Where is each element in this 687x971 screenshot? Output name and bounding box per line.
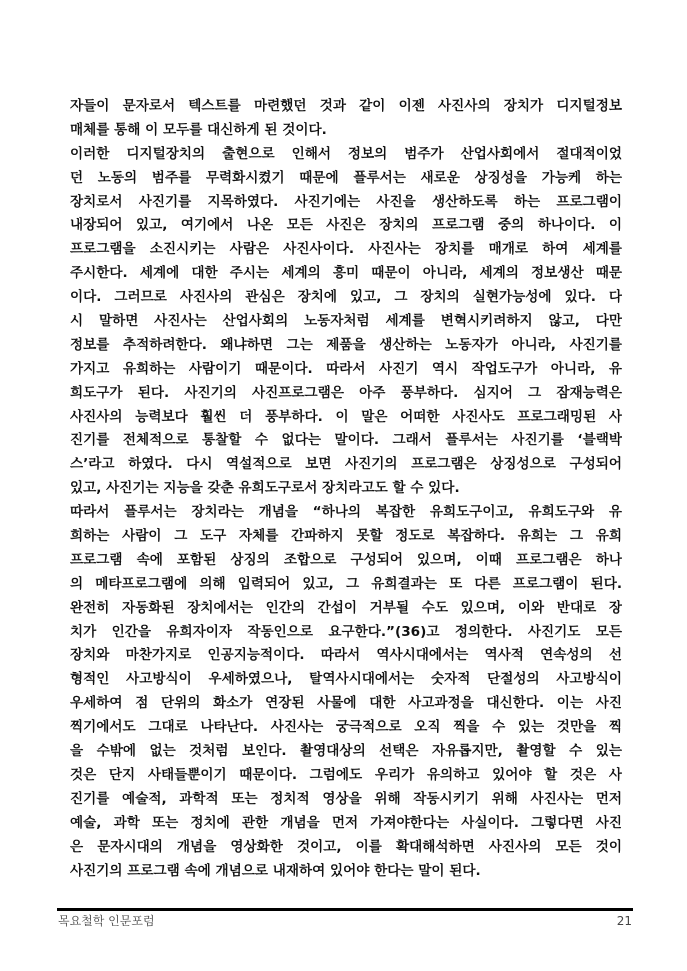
text-line: 진기를 예술적, 과학적 또는 정치적 영상을 위해 작동시키기 위해 사진사는 먼저 <box>70 790 622 807</box>
text-line: 찍기에서도 그대로 나타난다. 사진사는 궁극적으로 오직 찍을 수 있는 것만을 찍 <box>70 719 622 736</box>
text-line: 주시한다. 세계에 대한 주시는 세계의 흥미 때문이 아니라, 세계의 정보생산 때문 <box>70 265 622 282</box>
footer-title: 목요철학 인문포럼 <box>58 914 155 928</box>
footer-rule <box>57 908 633 911</box>
text-line: 프로그램 속에 포함된 상징의 조합으로 구성되어 있으며, 이때 프로그램은 하나 <box>70 551 622 568</box>
text-line: 희도구가 된다. 사진기의 사진프로그램은 아주 풍부하다. 심지어 그 잠재능력은 <box>70 384 622 401</box>
text-line: 진기를 전체적으로 통찰할 수 없다는 말이다. 그래서 플루서는 사진기를 ‘블랙박 <box>70 432 622 449</box>
text-line: 자들이 문자로서 텍스트를 마련했던 것과 같이 이젠 사진사의 장치가 디지털정보 <box>70 98 622 114</box>
text-line: 은 문자시대의 개념을 영상화한 것이고, 이를 확대해석하면 사진사의 모든 것이 <box>70 838 622 855</box>
text-line: 예술, 과학 또는 정치에 관한 개념을 먼저 가져야한다는 사실이다. 그렇다면 사진 <box>70 814 622 831</box>
text-line: 스’라고 하였다. 다시 역설적으로 보면 사진기의 프로그램은 상징성으로 구성되어 <box>70 456 622 473</box>
body-text <box>70 95 622 883</box>
page-number: 21 <box>616 914 632 928</box>
text-line: 내장되어 있고, 여기에서 나온 모든 사진은 장치의 프로그램 중의 하나이다. 이 <box>70 217 622 234</box>
text-line: 이다. 그러므로 사진사의 관심은 장치에 있고, 그 장치의 실현가능성에 있다. 다 <box>70 289 622 306</box>
text-line: 것은 단지 사태들뿐이기 때문이다. 그럼에도 우리가 유의하고 있어야 할 것은 사 <box>70 766 622 783</box>
text-line: 치가 인간을 유희자이자 작동인으로 요구한다.”(36)고 정의한다. 사진기도 모든 <box>70 623 622 640</box>
text-line: 형적인 사고방식이 우세하였으나, 탈역사시대에서는 숫자적 단절성의 사고방식이 <box>70 671 622 688</box>
text-line: 시 말하면 사진사는 산업사회의 노동자처럼 세계를 변혁시키려하지 않고, 다만 <box>70 313 622 330</box>
text-line: 이러한 디지털장치의 출현으로 인해서 정보의 범주가 산업사회에서 절대적이었 <box>70 145 622 162</box>
text-line: 매체를 통해 이 모두를 대신하게 된 것이다. <box>70 121 327 138</box>
text-line: 을 수밖에 없는 것처럼 보인다. 촬영대상의 선택은 자유롭지만, 촬영할 수 있는 <box>70 743 622 760</box>
text-line: 의 메타프로그램에 의해 입력되어 있고, 그 유희결과는 또 다른 프로그램이 된다. <box>70 575 622 592</box>
text-line: 던 노동의 범주를 무력화시켰기 때문에 플루서는 새로운 상징성을 가능케 하는 <box>70 169 622 186</box>
text-line: 장치로서 사진기를 지목하였다. 사진기에는 사진을 생산하도록 하는 프로그램이 <box>70 193 622 210</box>
text-line: 우세하여 점 단위의 화소가 연장된 사물에 대한 사고과정을 대신한다. 이는 사진 <box>70 695 622 712</box>
text-line: 정보를 추적하려한다. 왜냐하면 그는 제품을 생산하는 노동자가 아니라, 사진기를 <box>70 336 622 353</box>
text-line: 사진사의 능력보다 훨씬 더 풍부하다. 이 말은 어떠한 사진사도 프로그래밍된 사 <box>70 408 622 425</box>
text-line: 희하는 사람이 그 도구 자체를 간파하지 못할 정도로 복잡하다. 유희는 그 유희 <box>70 528 622 545</box>
text-line: 프로그램을 소진시키는 사람은 사진사이다. 사진사는 장치를 매개로 하여 세계를 <box>70 241 622 258</box>
text-line: 있고, 사진기는 지능을 갖춘 유희도구로서 장치라고도 할 수 있다. <box>70 480 460 497</box>
text-line: 따라서 플루서는 장치라는 개념을 “하나의 복잡한 유희도구이고, 유희도구와 유 <box>70 504 622 521</box>
text-line: 사진기의 프로그램 속에 개념으로 내재하여 있어야 한다는 말이 된다. <box>70 862 481 879</box>
text-line: 완전히 자동화된 장치에서는 인간의 간섭이 거부될 수도 있으며, 이와 반대로 장 <box>70 599 622 616</box>
text-line: 장치와 마찬가지로 인공지능적이다. 따라서 역사시대에서는 역사적 연속성의 선 <box>70 647 622 664</box>
text-line: 가지고 유희하는 사람이기 때문이다. 따라서 사진기 역시 작업도구가 아니라, 유 <box>70 360 622 377</box>
